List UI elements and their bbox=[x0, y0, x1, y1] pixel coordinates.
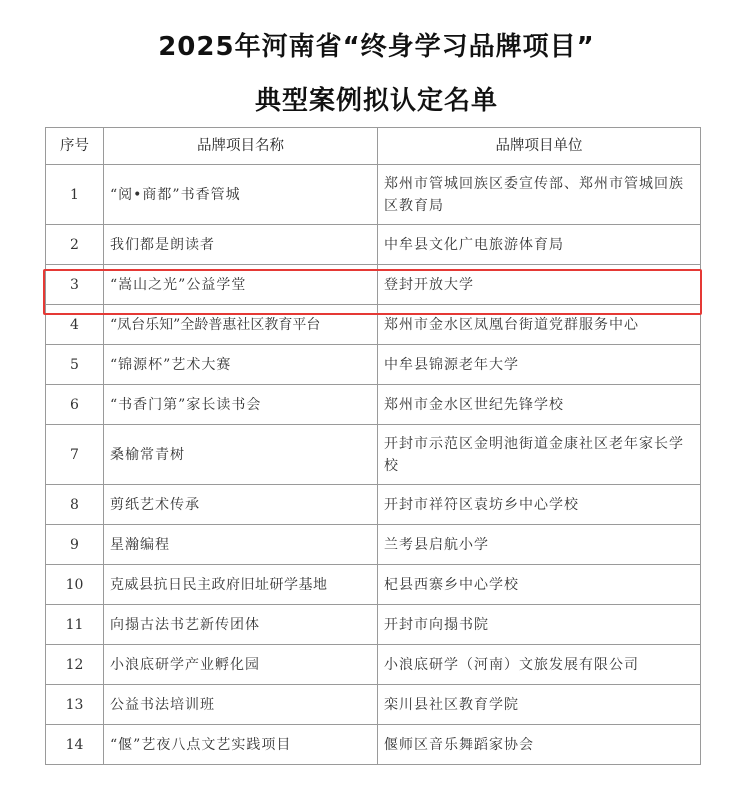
row-no: 12 bbox=[46, 645, 104, 685]
row-unit: 栾川县社区教育学院 bbox=[378, 685, 701, 725]
row-name: “凤台乐知”全龄普惠社区教育平台 bbox=[104, 305, 378, 345]
document-subtitle: 典型案例拟认定名单 bbox=[254, 86, 498, 116]
document-title: 2025年河南省“终身学习品牌项目” bbox=[158, 32, 595, 62]
row-unit: 登封开放大学 bbox=[378, 265, 701, 305]
table-row-highlighted bbox=[46, 265, 701, 305]
row-no: 3 bbox=[46, 265, 104, 305]
row-unit: 中牟县锦源老年大学 bbox=[378, 345, 701, 385]
row-no: 7 bbox=[46, 425, 104, 485]
row-no: 11 bbox=[46, 605, 104, 645]
table-row bbox=[46, 685, 701, 725]
row-name: 我们都是朗读者 bbox=[104, 225, 378, 265]
row-no: 2 bbox=[46, 225, 104, 265]
row-name: 星瀚编程 bbox=[104, 525, 378, 565]
row-name: 小浪底研学产业孵化园 bbox=[104, 645, 378, 685]
row-unit: 开封市祥符区袁坊乡中心学校 bbox=[378, 485, 701, 525]
row-name: 向搨古法书艺新传团体 bbox=[104, 605, 378, 645]
header-unit: 品牌项目单位 bbox=[378, 128, 701, 165]
table-row bbox=[46, 525, 701, 565]
row-unit: 兰考县启航小学 bbox=[378, 525, 701, 565]
row-unit: 中牟县文化广电旅游体育局 bbox=[378, 225, 701, 265]
table-row bbox=[46, 225, 701, 265]
row-unit: 开封市示范区金明池街道金康社区老年家长学校 bbox=[378, 425, 701, 485]
table-row bbox=[46, 165, 701, 225]
table-row bbox=[46, 725, 701, 765]
row-no: 1 bbox=[46, 165, 104, 225]
row-name: “嵩山之光”公益学堂 bbox=[104, 265, 378, 305]
row-name: 克威县抗日民主政府旧址研学基地 bbox=[104, 565, 378, 605]
row-name: “阅•商都”书香管城 bbox=[104, 165, 378, 225]
table-row bbox=[46, 605, 701, 645]
row-unit: 郑州市金水区凤凰台街道党群服务中心 bbox=[378, 305, 701, 345]
row-no: 8 bbox=[46, 485, 104, 525]
row-no: 13 bbox=[46, 685, 104, 725]
row-unit: 小浪底研学（河南）文旅发展有限公司 bbox=[378, 645, 701, 685]
row-name: 桑榆常青树 bbox=[104, 425, 378, 485]
table-row bbox=[46, 565, 701, 605]
table-row bbox=[46, 385, 701, 425]
header-no: 序号 bbox=[46, 128, 104, 165]
row-name: “偃”艺夜八点文艺实践项目 bbox=[104, 725, 378, 765]
cases-table bbox=[45, 127, 701, 765]
row-no: 10 bbox=[46, 565, 104, 605]
row-name: 剪纸艺术传承 bbox=[104, 485, 378, 525]
row-unit: 开封市向搨书院 bbox=[378, 605, 701, 645]
row-no: 5 bbox=[46, 345, 104, 385]
row-no: 6 bbox=[46, 385, 104, 425]
row-no: 14 bbox=[46, 725, 104, 765]
row-unit: 偃师区音乐舞蹈家协会 bbox=[378, 725, 701, 765]
row-name: “书香门第”家长读书会 bbox=[104, 385, 378, 425]
table-row bbox=[46, 485, 701, 525]
row-no: 4 bbox=[46, 305, 104, 345]
row-name: 公益书法培训班 bbox=[104, 685, 378, 725]
table-row bbox=[46, 345, 701, 385]
table-header-row bbox=[46, 128, 701, 165]
header-name: 品牌项目名称 bbox=[104, 128, 378, 165]
row-name: “锦源杯”艺术大赛 bbox=[104, 345, 378, 385]
table-row bbox=[46, 645, 701, 685]
table-row bbox=[46, 425, 701, 485]
table-row bbox=[46, 305, 701, 345]
row-unit: 杞县西寨乡中心学校 bbox=[378, 565, 701, 605]
row-unit: 郑州市金水区世纪先锋学校 bbox=[378, 385, 701, 425]
row-no: 9 bbox=[46, 525, 104, 565]
row-unit: 郑州市管城回族区委宣传部、郑州市管城回族区教育局 bbox=[378, 165, 701, 225]
